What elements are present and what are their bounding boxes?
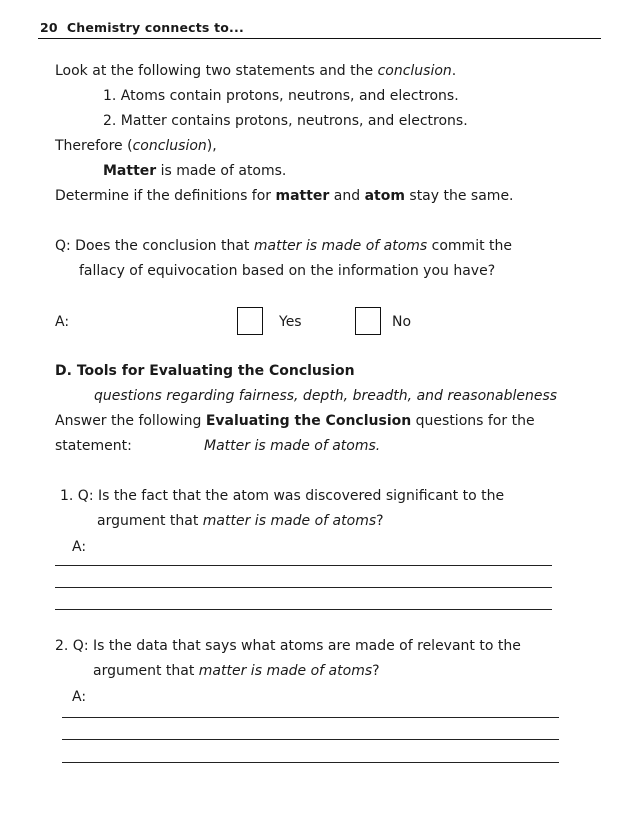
q2-answer-line[interactable] [62, 762, 559, 763]
section-heading: D. Tools for Evaluating the Conclusion [55, 363, 355, 379]
header-rule [38, 38, 601, 39]
yes-checkbox[interactable] [237, 307, 263, 335]
yes-label: Yes [279, 314, 302, 330]
equivocation-question: Q: Does the conclusion that matter is made of atoms commit the [55, 238, 512, 254]
q1-answer-line[interactable] [55, 565, 552, 566]
statement-2: 2. Matter contains protons, neutrons, and electrons. [103, 113, 468, 129]
no-checkbox[interactable] [355, 307, 381, 335]
running-header [40, 20, 244, 35]
q1-answer-label: A: [72, 539, 87, 555]
page-number: 20 [40, 20, 58, 35]
q1-answer-line[interactable] [55, 609, 552, 610]
conclusion-statement: Matter is made of atoms. [103, 163, 287, 179]
answer-label: A: [55, 314, 70, 330]
therefore-line: Therefore (conclusion), [55, 138, 217, 154]
statement-text: Matter is made of atoms. [204, 438, 381, 454]
q1-question-line2: argument that matter is made of atoms? [97, 513, 384, 529]
no-label: No [392, 314, 412, 330]
instruction-line: Answer the following Evaluating the Conclusion questions for the [55, 413, 535, 429]
conclusion-term: conclusion [377, 63, 452, 79]
q2-answer-line[interactable] [62, 739, 559, 740]
q2-answer-line[interactable] [62, 717, 559, 718]
equivocation-question-line2: fallacy of equivocation based on the information you have? [79, 263, 496, 279]
statement-label: statement: [55, 438, 132, 454]
q2-question: 2. Q: Is the data that says what atoms are made of relevant to the [55, 638, 521, 654]
q2-question-line2: argument that matter is made of atoms? [93, 663, 380, 679]
intro-line: Look at the following two statements and the conclusion. [55, 63, 457, 79]
q1-question: 1. Q: Is the fact that the atom was discovered significant to the [60, 488, 505, 504]
section-subtitle: questions regarding fairness, depth, breadth, and reasonableness [94, 388, 558, 404]
q2-answer-label: A: [72, 689, 87, 705]
chapter-title: Chemistry connects to... [66, 20, 244, 35]
determine-line: Determine if the definitions for matter and atom stay the same. [55, 188, 514, 204]
statement-1: 1. Atoms contain protons, neutrons, and electrons. [103, 88, 459, 104]
q1-answer-line[interactable] [55, 587, 552, 588]
